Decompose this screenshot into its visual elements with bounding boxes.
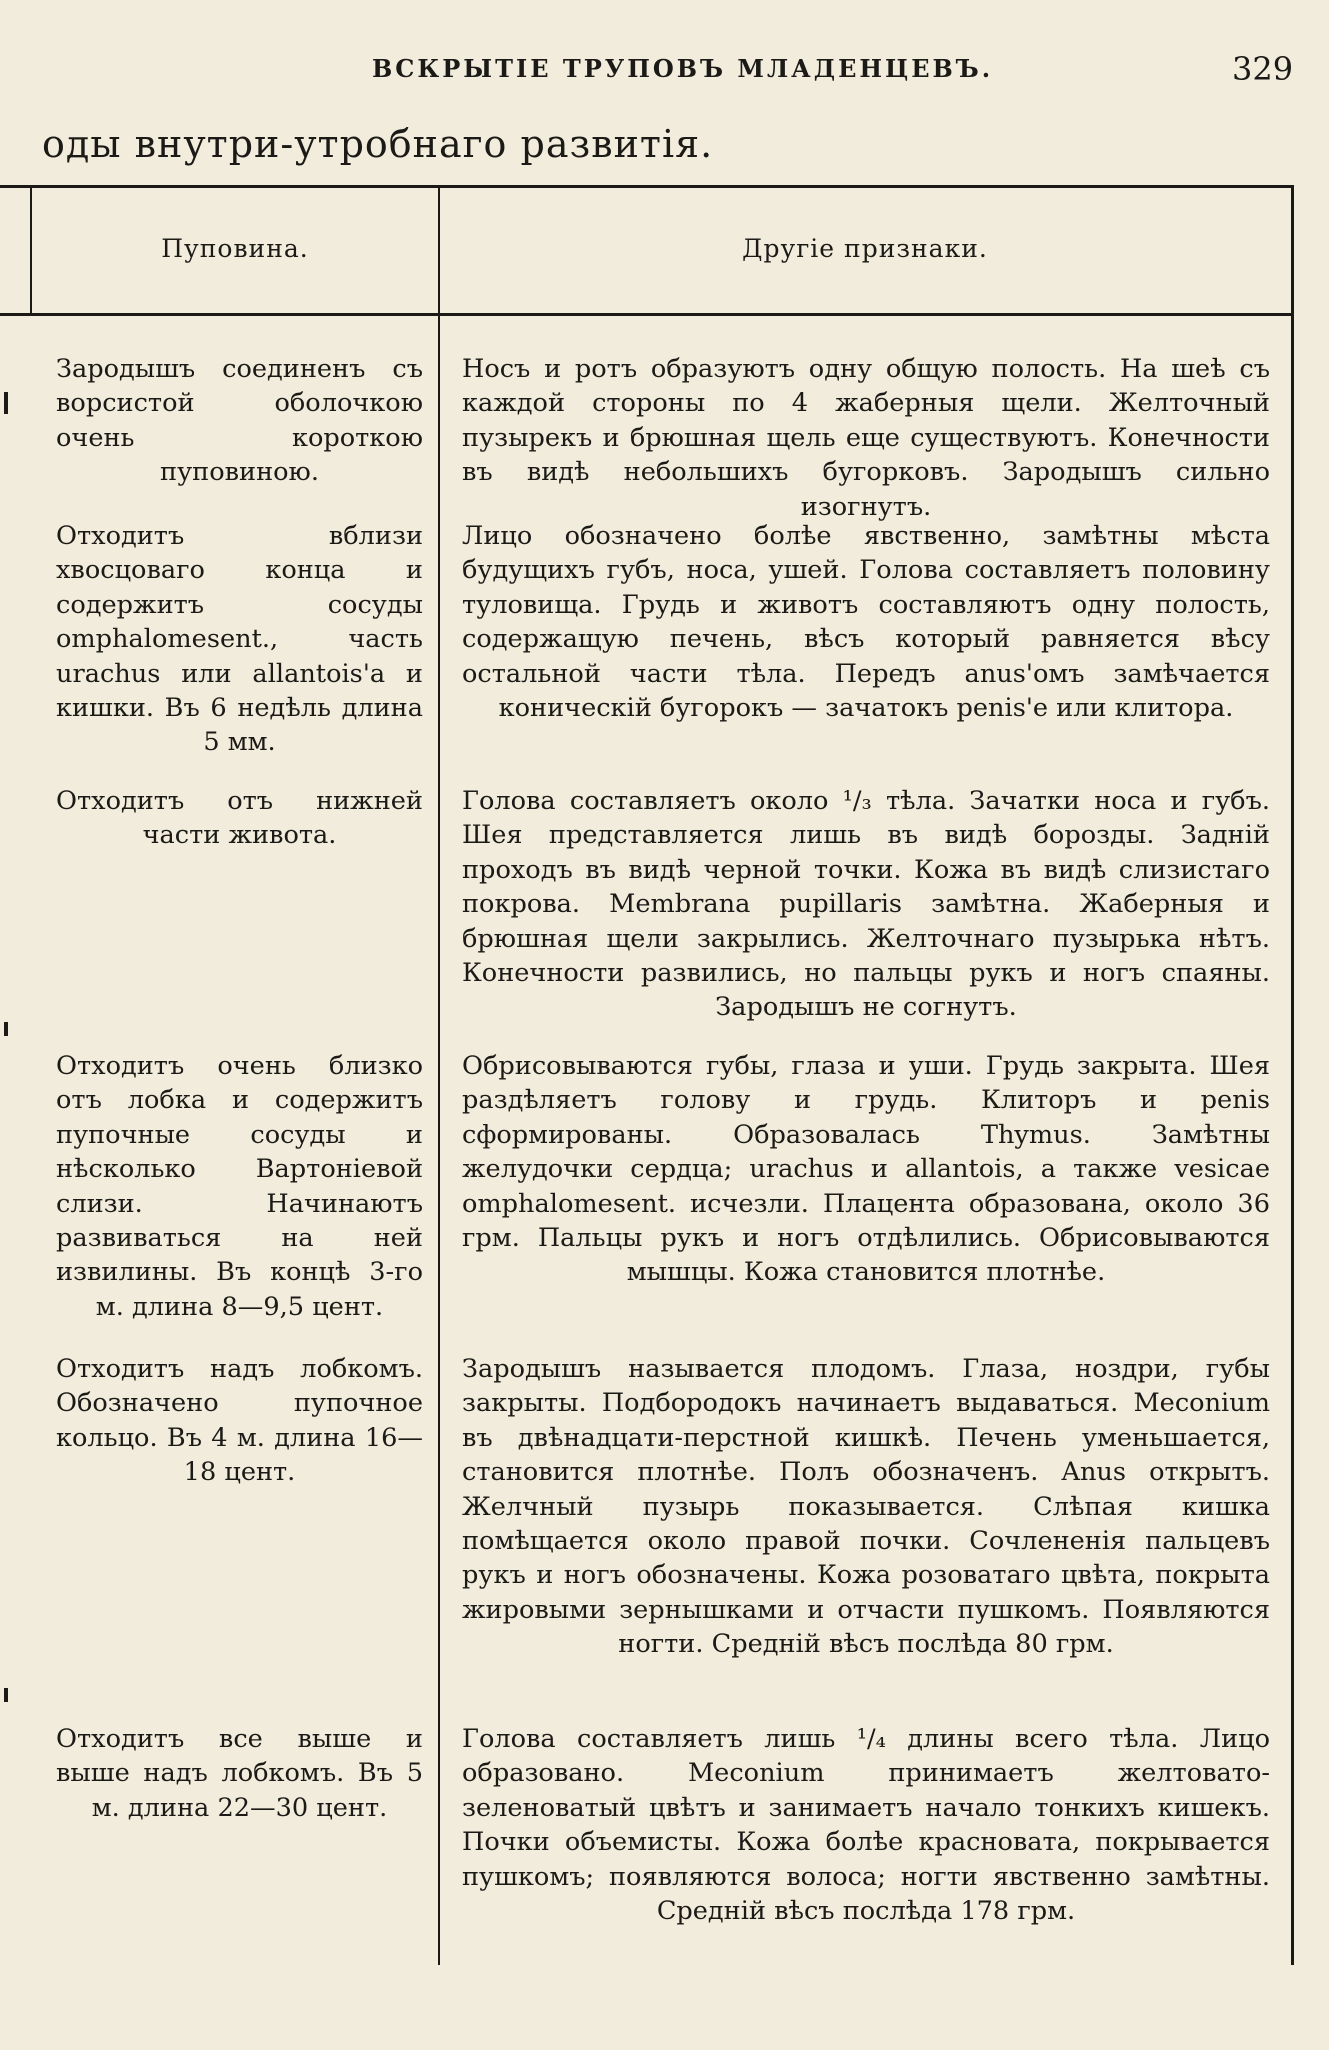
- umbilical-cell: Отходитъ надъ лобкомъ. Обозначено пупочное кольцо. Въ 4 м. длина 16—18 цент.: [56, 1354, 423, 1488]
- margin-mark: [4, 1688, 8, 1702]
- other-signs-cell: Голова составляетъ лишь ¹/₄ длины всего тѣла. Лицо образовано. Meconium принимаетъ желтовато-зеленоватый цвѣтъ и занимаетъ начало тонкихъ кишекъ. Почки объемисты. Кожа болѣе красновата, покрывается пушкомъ; появляются волоса; ногти явственно замѣтны. Средній вѣсъ послѣда 178 грм.: [462, 1724, 1270, 1927]
- other-signs-cell: Обрисовываются губы, глаза и уши. Грудь закрыта. Шея раздѣляетъ голову и грудь. Клиторъ и penis сформированы. Образовалась Thymus. Замѣтны желудочки сердца; urachus и allantois, а также vesicae omphalomesent. исчезли. Плацента образована, около 36 грм. Пальцы рукъ и ногъ отдѣлились. Обрисовываются мышцы. Кожа становится плотнѣе.: [462, 1051, 1270, 1288]
- table-header-rule: [0, 313, 1293, 316]
- table-right-rule: [1291, 185, 1294, 1965]
- page-number: 329: [1232, 50, 1294, 88]
- margin-mark: [4, 1022, 8, 1036]
- other-signs-cell: Зародышъ называется плодомъ. Глаза, ноздри, губы закрыты. Подбородокъ начинаетъ выдаваться. Meconium въ двѣнадцати-перстной кишкѣ. Печень уменьшается, становится плотнѣе. Полъ обозначенъ. Anus открытъ. Желчный пузырь показывается. Слѣпая кишка помѣщается около правой почки. Сочлененія пальцевъ рукъ и ногъ обозначены. Кожа розоватаго цвѣта, покрыта жировыми зернышками и отчасти пушкомъ. Появляются ногти. Средній вѣсъ послѣда 80 грм.: [462, 1354, 1270, 1660]
- umbilical-cell: Зародышъ соединенъ съ ворсистой оболочкою очень короткою пуповиною.: [56, 354, 423, 488]
- umbilical-cell: Отходитъ очень близко отъ лобка и содержитъ пупочные сосуды и нѣсколько Вартоніевой слизи. Начинаютъ развиваться на ней извилины. Въ концѣ 3-го м. длина 8—9,5 цент.: [56, 1051, 423, 1322]
- other-signs-cell: Голова составляетъ около ¹/₃ тѣла. Зачатки носа и губъ. Шея представляется лишь въ видѣ борозды. Задній проходъ въ видѣ черной точки. Кожа въ видѣ слизистаго покрова. Membrana pupillaris замѣтна. Жаберныя и брюшная щели закрылись. Желточнаго пузырька нѣтъ. Конечности развились, но пальцы рукъ и ногъ спаяны. Зародышъ не согнутъ.: [462, 786, 1270, 1023]
- other-signs-cell: Лицо обозначено болѣе явственно, замѣтны мѣста будущихъ губъ, носа, ушей. Голова составляетъ половину туловища. Грудь и животъ составляютъ одну полость, содержащую печень, вѣсъ который равняется вѣсу остальной части тѣла. Передъ anus'омъ замѣчается коническій бугорокъ — зачатокъ penis'е или клитора.: [462, 521, 1270, 724]
- umbilical-cell: Отходитъ все выше и выше надъ лобкомъ. Въ 5 м. длина 22—30 цент.: [56, 1724, 423, 1823]
- column-header-umbilical: Пуповина.: [161, 234, 309, 263]
- running-title: ВСКРЫТІЕ ТРУПОВЪ МЛАДЕНЦЕВЪ.: [372, 54, 994, 83]
- margin-mark: [4, 392, 8, 414]
- column-header-other-signs: Другіе признаки.: [742, 234, 988, 263]
- umbilical-cell: Отходитъ отъ нижней части живота.: [56, 786, 423, 851]
- other-signs-cell: Носъ и ротъ образуютъ одну общую полость. На шеѣ съ каждой стороны по 4 жаберныя щели. Желточный пузырекъ и брюшная щель еще существуютъ. Конечности въ видѣ небольшихъ бугорковъ. Зародышъ сильно изогнутъ.: [462, 354, 1270, 522]
- table-left-rule: [30, 185, 32, 313]
- section-heading-continuation: оды внутри-утробнаго развитія.: [42, 122, 714, 166]
- table-top-rule: [0, 185, 1293, 188]
- umbilical-cell: Отходитъ вблизи хвосцоваго конца и содержитъ сосуды omphalomesent., часть urachus или allantois'а и кишки. Въ 6 недѣль длина 5 мм.: [56, 521, 423, 758]
- running-head: [0, 50, 1329, 90]
- table-column-divider: [438, 185, 440, 1965]
